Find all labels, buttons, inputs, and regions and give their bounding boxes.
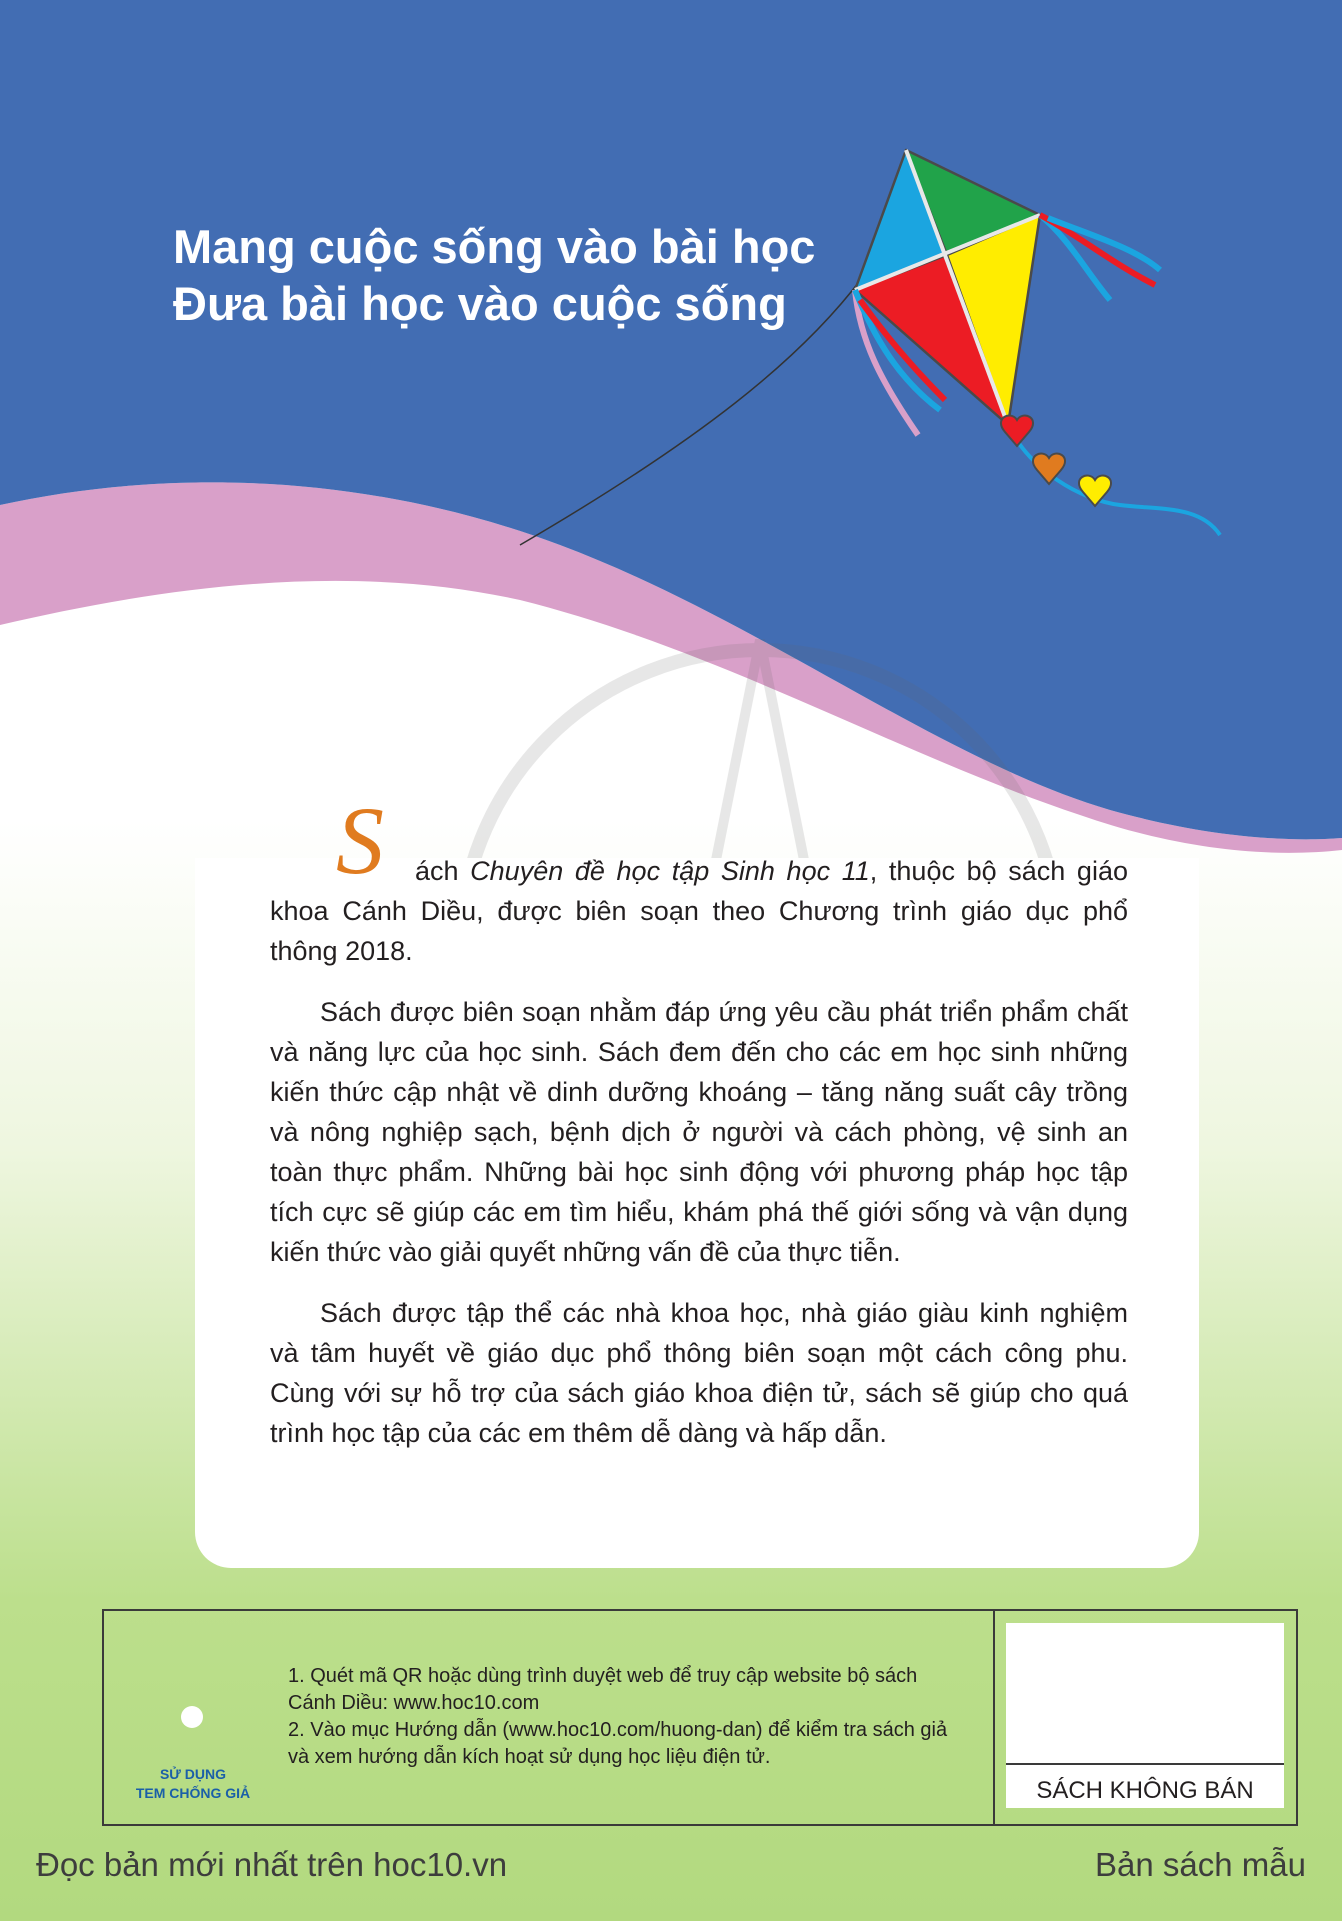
info-box-divider	[993, 1609, 995, 1826]
footer-left: Đọc bản mới nhất trên hoc10.vn	[36, 1846, 508, 1883]
stamp-label	[118, 1765, 268, 1803]
stamp-label-line-2: TEM CHỐNG GIẢ	[135, 1785, 251, 1801]
instructions	[288, 1663, 978, 1771]
footer-right: Bản sách mẫu	[1095, 1846, 1306, 1883]
instruction-2-line-1: 2. Vào mục Hướng dẫn (www.hoc10.com/huong-dan) để kiểm tra sách giả	[288, 1719, 948, 1741]
intro-p1-end: , thuộc bộ sách giáo khoa Cánh Diều, được biên soạn theo Chương trình giáo dục phổ thông 2018.	[270, 856, 1128, 966]
not-for-sale-label: SÁCH KHÔNG BÁN	[1036, 1777, 1254, 1804]
intro-paragraph-2: Sách được biên soạn nhằm đáp ứng yêu cầu phát triển phẩm chất và năng lực của học sinh. Sách đem đến cho các em học sinh những kiến thức cập nhật về dinh dưỡng khoáng – tăng năng suất cây trồng và nông nghiệp sạch, bệnh dịch ở người và cách phòng, vệ sinh an toàn thực phẩm. Những bài học sinh động với phương pháp học tập tích cực sẽ giúp các em tìm hiểu, khám phá thế giới sống và vận dụng kiến thức vào giải quyết những vấn đề của thực tiễn.	[270, 997, 1128, 1267]
stamp-dot-icon	[181, 1706, 203, 1728]
stamp-label-line-1: SỬ DỤNG	[159, 1766, 227, 1782]
slogan-line-2: Đưa bài học vào cuộc sống	[173, 277, 787, 330]
instruction-1-line-2: Cánh Diều: www.hoc10.com	[288, 1692, 540, 1714]
slogan-line-1: Mang cuộc sống vào bài học	[173, 220, 816, 273]
drop-cap: S	[336, 787, 384, 894]
instruction-1-line-1: 1. Quét mã QR hoặc dùng trình duyệt web để truy cập website bộ sách	[288, 1665, 918, 1687]
slogan	[173, 218, 815, 332]
blue-header	[0, 0, 1342, 839]
stamp-area-line	[1006, 1763, 1284, 1765]
intro-paragraph-1	[270, 851, 1128, 971]
intro-paragraph-3: Sách được tập thể các nhà khoa học, nhà giáo giàu kinh nghiệm và tâm huyết về giáo dục phổ thông biên soạn một cách công phu. Cùng với sự hỗ trợ của sách giáo khoa điện tử, sách sẽ giúp cho quá trình học tập của các em thêm dễ dàng và hấp dẫn.	[270, 1298, 1128, 1448]
book-title: Chuyên đề học tập Sinh học 11	[470, 856, 870, 886]
intro-text	[270, 851, 1128, 1474]
instruction-2-line-2: và xem hướng dẫn kích hoạt sử dụng học liệu điện tử.	[288, 1746, 771, 1768]
intro-p1-start: ách	[415, 856, 471, 886]
